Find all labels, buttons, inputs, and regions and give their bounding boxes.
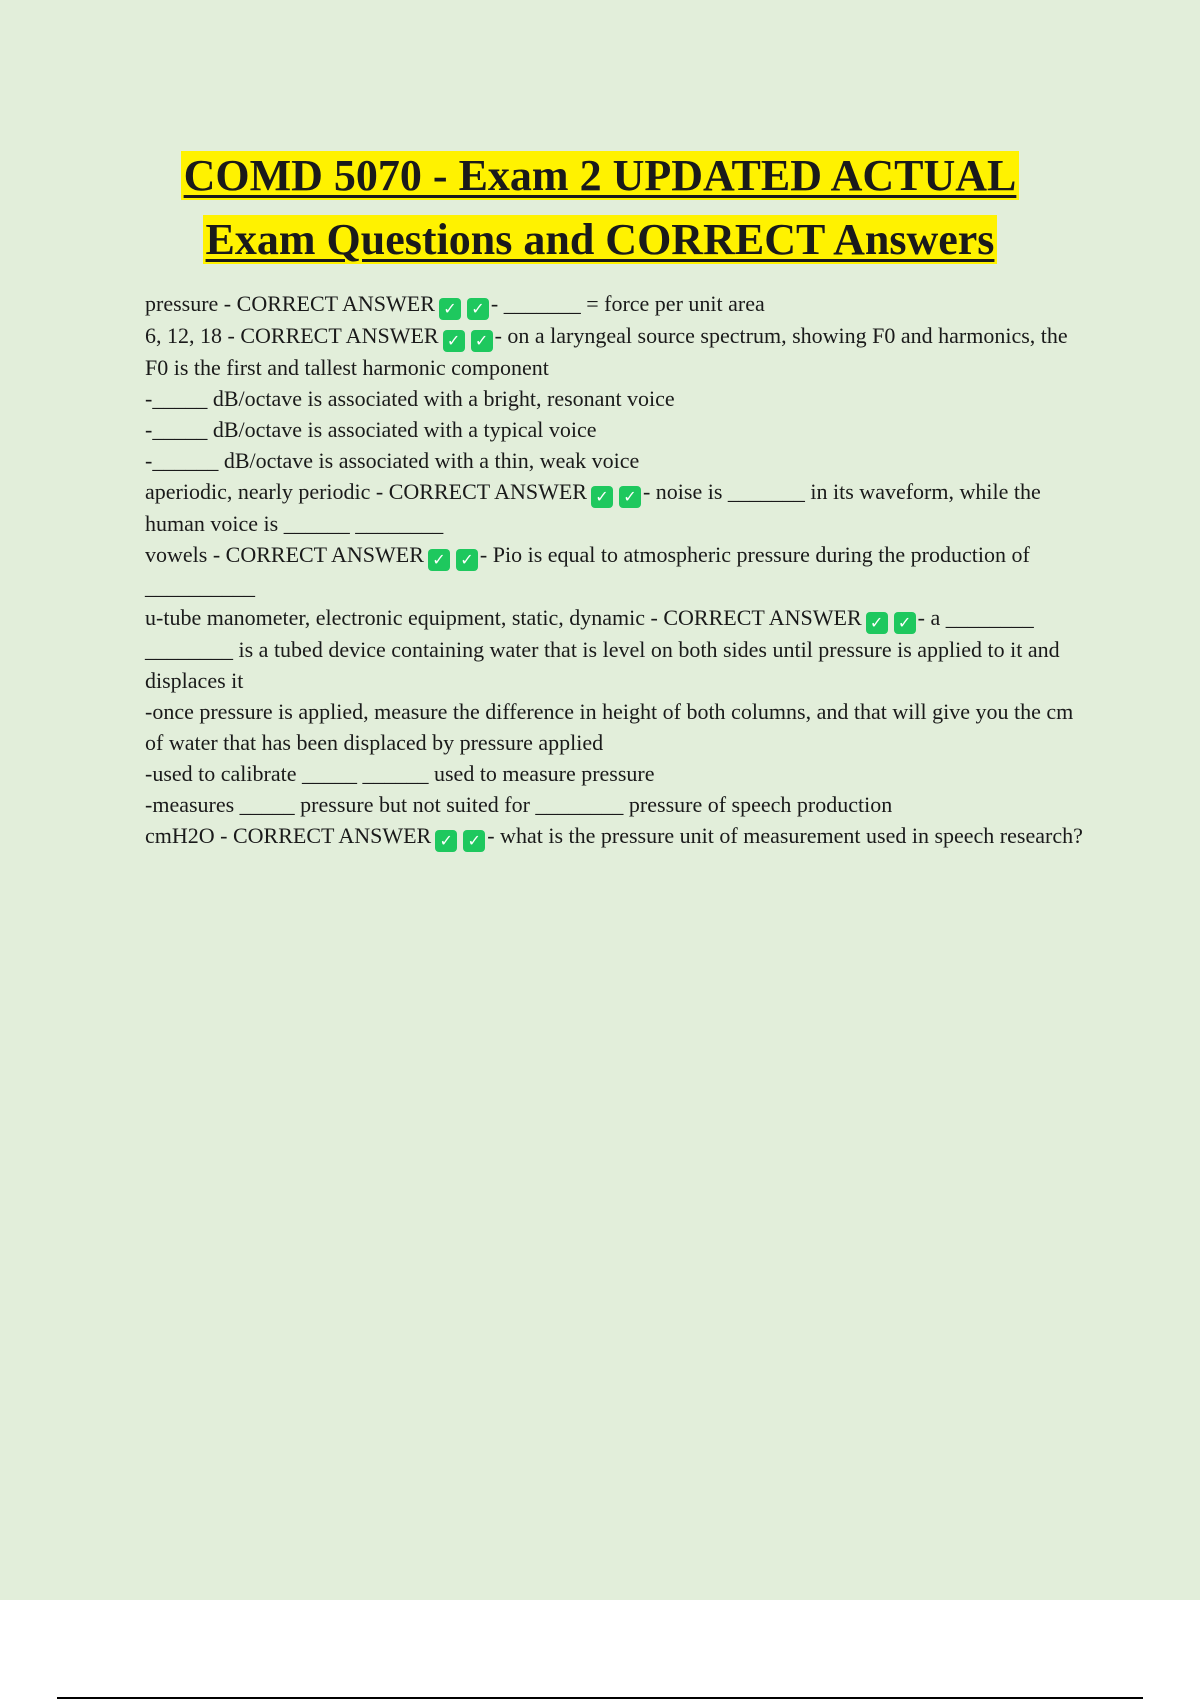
question-text: - a ________ ________ is a tubed device containing water that is level on both sides until pressure is applied to it and displaces it <box>145 605 1060 693</box>
correct-answer-label: CORRECT ANSWER <box>225 542 424 567</box>
footer-divider <box>57 1697 1143 1699</box>
checkmark-icon: ✓ <box>591 486 613 508</box>
checkmark-icon: ✓ <box>443 330 465 352</box>
checkmark-icon: ✓ <box>894 612 916 634</box>
answer-text: 6, 12, 18 - <box>145 323 241 348</box>
checkmark-icon: ✓ <box>463 830 485 852</box>
checkmark-icon: ✓ <box>471 330 493 352</box>
checkmark-icon: ✓ <box>866 612 888 634</box>
question-text: - _______ = force per unit area <box>490 291 765 316</box>
qa-list <box>145 288 1090 852</box>
db-line: -______ dB/octave is associated with a thin, weak voice <box>145 448 640 473</box>
correct-answer-label: CORRECT ANSWER <box>232 823 432 848</box>
qa-item <box>145 320 1090 383</box>
qa-item <box>145 602 1090 696</box>
answer-text: u-tube manometer, electronic equipment, static, dynamic - <box>145 605 664 630</box>
checkmark-icon: ✓ <box>435 830 457 852</box>
calibrate-line: -used to calibrate _____ ______ used to measure pressure <box>145 761 655 786</box>
db-line: -_____ dB/octave is associated with a bright, resonant voice <box>145 386 675 411</box>
checkmark-icon: ✓ <box>467 298 489 320</box>
question-text: - what is the pressure unit of measurement used in speech research? <box>487 823 1083 848</box>
checkmark-icon: ✓ <box>456 549 478 571</box>
qa-item <box>145 539 1090 602</box>
correct-answer-label: CORRECT ANSWER <box>236 291 435 316</box>
correct-answer-label: CORRECT ANSWER <box>388 479 587 504</box>
measures-line: -measures _____ pressure but not suited for ________ pressure of speech production <box>145 792 893 817</box>
db-line: -_____ dB/octave is associated with a typical voice <box>145 417 597 442</box>
qa-item <box>145 820 1090 852</box>
title-line-2: Exam Questions and CORRECT Answers <box>203 215 998 264</box>
qa-item <box>145 288 1090 320</box>
answer-text: pressure - <box>145 291 237 316</box>
qa-item <box>145 476 1090 539</box>
question-text: - on a laryngeal source spectrum, showing F0 and harmonics, the F0 is the first and tallest harmonic component <box>145 323 1068 380</box>
checkmark-icon: ✓ <box>619 486 641 508</box>
title-line-1: COMD 5070 - Exam 2 UPDATED ACTUAL <box>181 151 1020 200</box>
correct-answer-label: CORRECT ANSWER <box>240 323 439 348</box>
checkmark-icon: ✓ <box>439 298 461 320</box>
answer-text: cmH2O - <box>145 823 233 848</box>
question-text: - noise is _______ in its waveform, while the human voice is ______ ________ <box>145 479 1041 536</box>
manometer-note: -once pressure is applied, measure the difference in height of both columns, and that will give you the cm of water that has been displaced by pressure applied <box>145 699 1074 755</box>
answer-text: vowels - <box>145 542 226 567</box>
correct-answer-label: CORRECT ANSWER <box>663 605 862 630</box>
answer-text: aperiodic, nearly periodic - <box>145 479 389 504</box>
document-title <box>0 144 1200 272</box>
question-text: - Pio is equal to atmospheric pressure during the production of __________ <box>145 542 1030 599</box>
checkmark-icon: ✓ <box>428 549 450 571</box>
